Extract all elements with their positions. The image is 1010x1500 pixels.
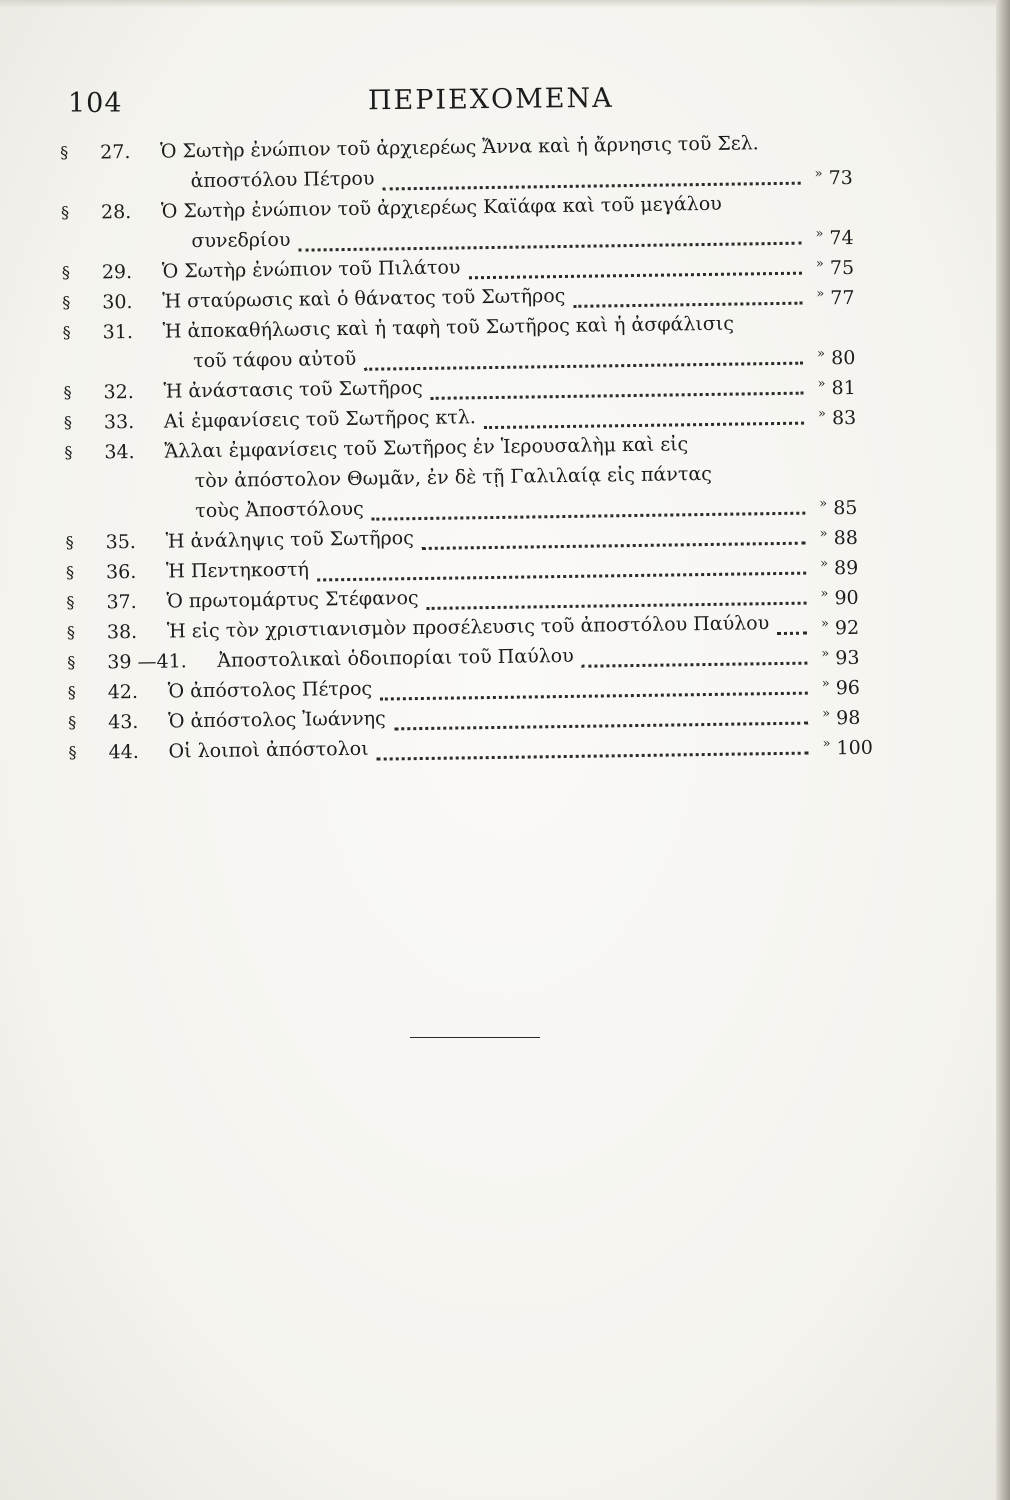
- ditto-mark: »: [816, 286, 825, 302]
- ditto-mark: »: [817, 346, 826, 362]
- ditto-mark: »: [815, 226, 824, 242]
- dot-leader: [426, 572, 806, 610]
- entry-title: Ὁ Σωτὴρ ἐνώπιον τοῦ ἀρχιερέως Καϊάφα καὶ τοῦ μεγάλου: [160, 192, 722, 223]
- entry-number: 32.: [103, 380, 134, 404]
- entry-title: Ὁ πρωτομάρτυς Στέφανος: [166, 587, 419, 613]
- ditto-mark: »: [817, 376, 826, 392]
- section-mark: §: [62, 322, 71, 342]
- entry-title-continued: τοὺς Ἀποστόλους: [195, 497, 364, 523]
- page-reference: 96: [835, 676, 861, 700]
- entry-number: 39 —41.: [107, 650, 187, 674]
- entry-title-continued: συνεδρίου: [191, 228, 291, 253]
- page-reference: 80: [830, 346, 856, 370]
- closing-rule: [410, 1037, 540, 1038]
- section-mark: §: [66, 592, 75, 612]
- dot-leader: [376, 722, 808, 761]
- section-mark: §: [66, 622, 76, 642]
- entry-title: Ὁ Σωτὴρ ἐνώπιον τοῦ Πιλάτου: [161, 256, 461, 283]
- page-reference: 75: [829, 256, 855, 280]
- page-reference: 85: [833, 496, 858, 520]
- page-number: 104: [68, 88, 123, 119]
- entry-number: 31.: [102, 321, 134, 344]
- ditto-mark: »: [819, 526, 828, 542]
- page-reference: 93: [835, 646, 860, 670]
- ditto-mark: »: [821, 676, 830, 692]
- dot-leader: [382, 152, 800, 191]
- ditto-mark: »: [820, 586, 829, 602]
- entry-number: 42.: [107, 680, 139, 704]
- ditto-mark: »: [817, 406, 827, 422]
- entry-number: 43.: [108, 710, 139, 734]
- section-mark: §: [62, 292, 71, 312]
- section-mark: §: [60, 142, 69, 162]
- entry-title: Οἱ λοιποὶ ἀπόστολοι: [168, 737, 369, 763]
- entry-number: 28.: [100, 201, 132, 224]
- section-mark: §: [65, 562, 75, 582]
- page-reference: 89: [833, 556, 859, 580]
- page-reference: 81: [831, 376, 856, 400]
- ditto-mark: »: [820, 616, 829, 632]
- entry-title-continued: τοῦ τάφου αὐτοῦ: [192, 347, 357, 373]
- section-mark: §: [68, 712, 77, 732]
- section-mark: §: [63, 412, 73, 432]
- entry-title: Ὁ Σωτὴρ ἐνώπιον τοῦ ἀρχιερέως Ἄννα καὶ ἡ ἄρνησις τοῦ Σελ.: [160, 132, 759, 163]
- entry-title: Ἡ ἀποκαθήλωσις καὶ ἡ ταφὴ τοῦ Σωτῆρος καὶ ἡ ἀσφάλισις: [162, 312, 735, 343]
- page-binding-edge: [996, 0, 1010, 1500]
- dot-leader: [777, 602, 807, 635]
- page-reference: 100: [836, 736, 874, 760]
- section-mark: §: [67, 652, 76, 672]
- ditto-mark: »: [821, 646, 830, 662]
- entry-number: 35.: [105, 530, 137, 554]
- ditto-mark: »: [815, 256, 824, 272]
- entry-title-continued: τὸν ἀπόστολον Θωμᾶν, ἐν δὲ τῇ Γαλιλαίᾳ εἰς πάντας: [194, 462, 713, 493]
- dot-leader: [573, 272, 802, 308]
- entry-number: 27.: [100, 141, 131, 164]
- section-mark: §: [67, 682, 76, 702]
- ditto-mark: »: [814, 166, 823, 182]
- section-mark: §: [64, 442, 73, 462]
- page-reference: 74: [829, 226, 854, 250]
- table-of-contents: [60, 127, 889, 768]
- ditto-mark: »: [822, 736, 831, 752]
- section-mark: §: [60, 202, 70, 222]
- page-title: ΠΕΡΙΕΧΟΜΕΝΑ: [367, 82, 614, 117]
- section-mark: §: [63, 382, 72, 402]
- page-reference: 90: [834, 586, 859, 610]
- page-top-edge: [0, 0, 1010, 8]
- page-reference: 77: [830, 286, 855, 310]
- entry-title: Ἀποστολικαὶ ὁδοιπορίαι τοῦ Παύλου: [217, 644, 574, 672]
- entry-number: 34.: [104, 440, 135, 464]
- entry-title: Ἡ σταύρωσις καὶ ὁ θάνατος τοῦ Σωτῆρος: [162, 284, 566, 313]
- page-reference: 98: [836, 706, 861, 730]
- entry-number: 36.: [105, 560, 137, 584]
- ditto-mark: »: [819, 556, 829, 572]
- entry-title: Ἡ ἀνάστασις τοῦ Σωτῆρος: [163, 376, 423, 403]
- entry-title: Ὁ ἀπόστολος Ἰωάννης: [168, 707, 386, 733]
- entry-number: 29.: [101, 261, 133, 284]
- entry-number: 33.: [103, 410, 135, 434]
- ditto-mark: »: [822, 706, 831, 722]
- entry-number: 30.: [102, 291, 133, 314]
- entry-title: Ἡ ἀνάληψις τοῦ Σωτῆρος: [165, 527, 414, 553]
- section-mark: §: [61, 262, 71, 282]
- entry-title: Αἱ ἐμφανίσεις τοῦ Σωτῆρος κτλ.: [163, 406, 477, 433]
- entry-title-continued: ἀποστόλου Πέτρου: [190, 167, 375, 193]
- dot-leader: [484, 392, 804, 429]
- entry-title: Ἄλλαι ἐμφανίσεις τοῦ Σωτῆρος ἐν Ἱερουσαλὴμ καὶ εἰς: [164, 433, 689, 463]
- entry-number: 38.: [106, 620, 138, 644]
- ditto-mark: »: [819, 496, 828, 512]
- entry-title: Ἡ Πεντηκοστή: [165, 558, 310, 583]
- page-reference: 83: [831, 406, 857, 430]
- entry-title: Ὁ ἀπόστολος Πέτρος: [167, 677, 373, 703]
- entry-title: Ἡ εἰς τὸν χριστιανισμὸν προσέλευσις τοῦ ἀποστόλου Παύλου: [166, 612, 770, 643]
- section-mark: §: [65, 532, 74, 552]
- page-reference: 92: [834, 616, 860, 640]
- entry-number: 37.: [106, 590, 137, 614]
- page-reference: 88: [833, 526, 859, 550]
- entry-number: 44.: [108, 740, 139, 764]
- section-mark: §: [68, 742, 77, 762]
- page-reference: 73: [828, 166, 853, 190]
